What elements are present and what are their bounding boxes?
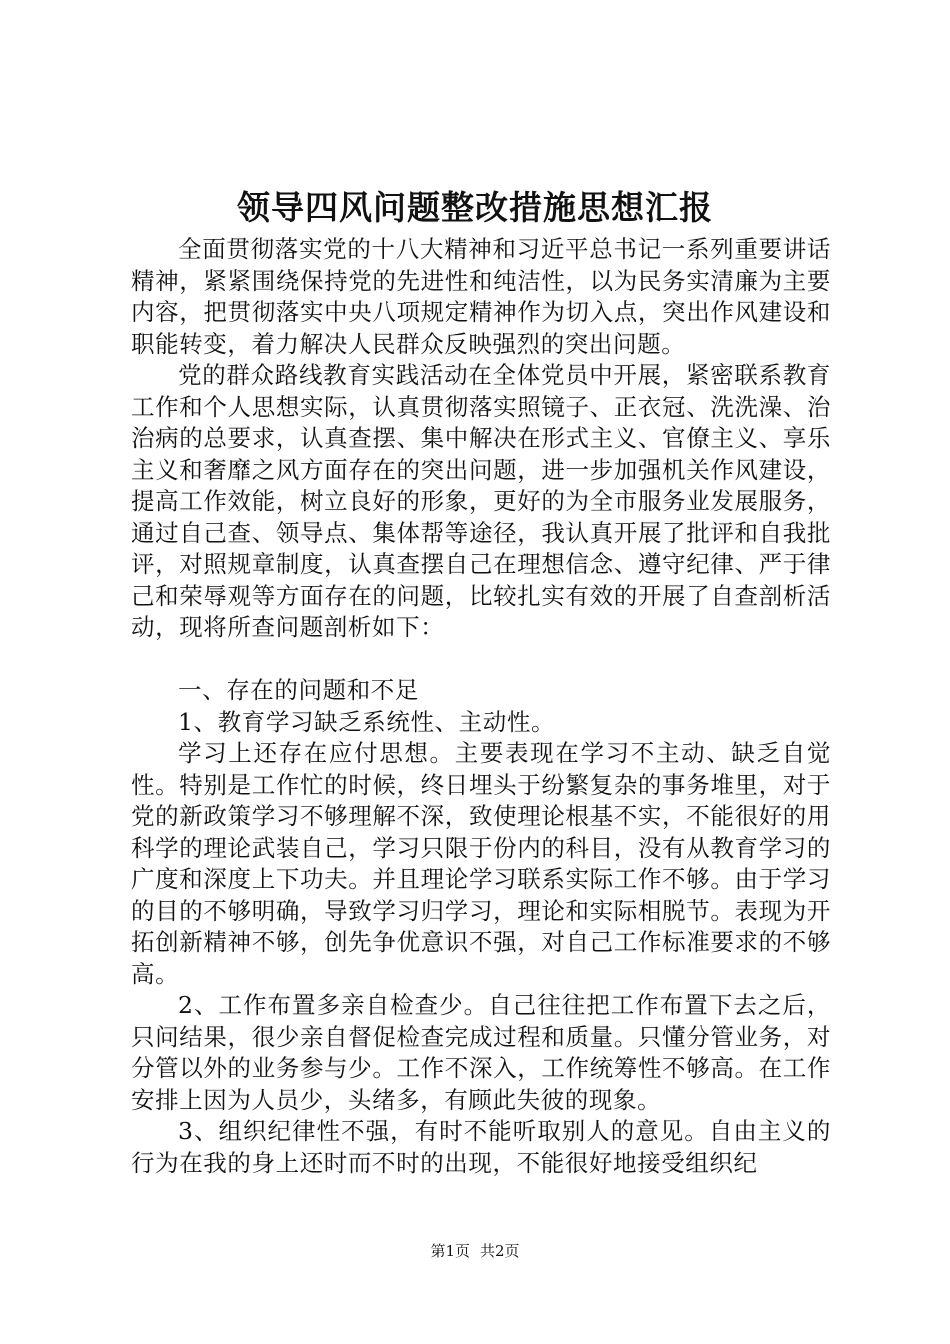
paragraph-item-3: 3、组织纪律性不强，有时不能听取别人的意见。自由主义的行为在我的身上还时而不时的出现，不能很好地接受组织纪	[131, 1117, 831, 1177]
page-footer	[0, 1241, 950, 1261]
paragraph-item-2: 2、工作布置多亲自检查少。自己往往把工作布置下去之后，只问结果，很少亲自督促检查完成过程和质量。只懂分管业务，对分管以外的业务参与少。工作不深入，工作统筹性不够高。在工作安排上因为人员少，头绪多，有顾此失彼的现象。	[131, 991, 831, 1114]
paragraph-item-1: 学习上还存在应付思想。主要表现在学习不主动、缺乏自觉性。特别是工作忙的时候，终日埋头于纷繁复杂的事务堆里，对于党的新政策学习不够理解不深，致使理论根基不实，不能很好的用科学的理论武装自己，学习只限于份内的科目，没有从教育学习的广度和深度上下功夫。并且理论学习联系实际工作不够。由于学习的目的不够明确，导致学习归学习，理论和实际相脱节。表现为开拓创新精神不够，创先争优意识不强，对自己工作标准要求的不够高。	[131, 739, 831, 988]
item-heading-1: 1、教育学习缺乏系统性、主动性。	[178, 707, 556, 736]
paragraph-activity: 党的群众路线教育实践活动在全体党员中开展，紧密联系教育工作和个人思想实际，认真贯彻落实照镜子、正衣冠、洗洗澡、治治病的总要求，认真查摆、集中解决在形式主义、官僚主义、享乐主义和奢靡之风方面存在的突出问题，进一步加强机关作风建设，提高工作效能，树立良好的形象，更好的为全市服务业发展服务，通过自己查、领导点、集体帮等途径，我认真开展了批评和自我批评，对照规章制度，认真查摆自己在理想信念、遵守纪律、严于律己和荣辱观等方面存在的问题，比较扎实有效的开展了自查剖析活动，现将所查问题剖析如下：	[131, 361, 831, 641]
page-number: 第1页	[430, 1242, 470, 1260]
page-total: 共2页	[480, 1242, 520, 1260]
section-heading: 一、存在的问题和不足	[178, 676, 419, 704]
document-body	[131, 234, 831, 1179]
document-title: 领导四风问题整改措施思想汇报	[237, 188, 713, 227]
paragraph-intro: 全面贯彻落实党的十八大精神和习近平总书记一系列重要讲话精神，紧紧围绕保持党的先进性和纯洁性，以为民务实清廉为主要内容，把贯彻落实中央八项规定精神作为切入点，突出作风建设和职能转变，着力解决人民群众反映强烈的突出问题。	[131, 235, 831, 358]
